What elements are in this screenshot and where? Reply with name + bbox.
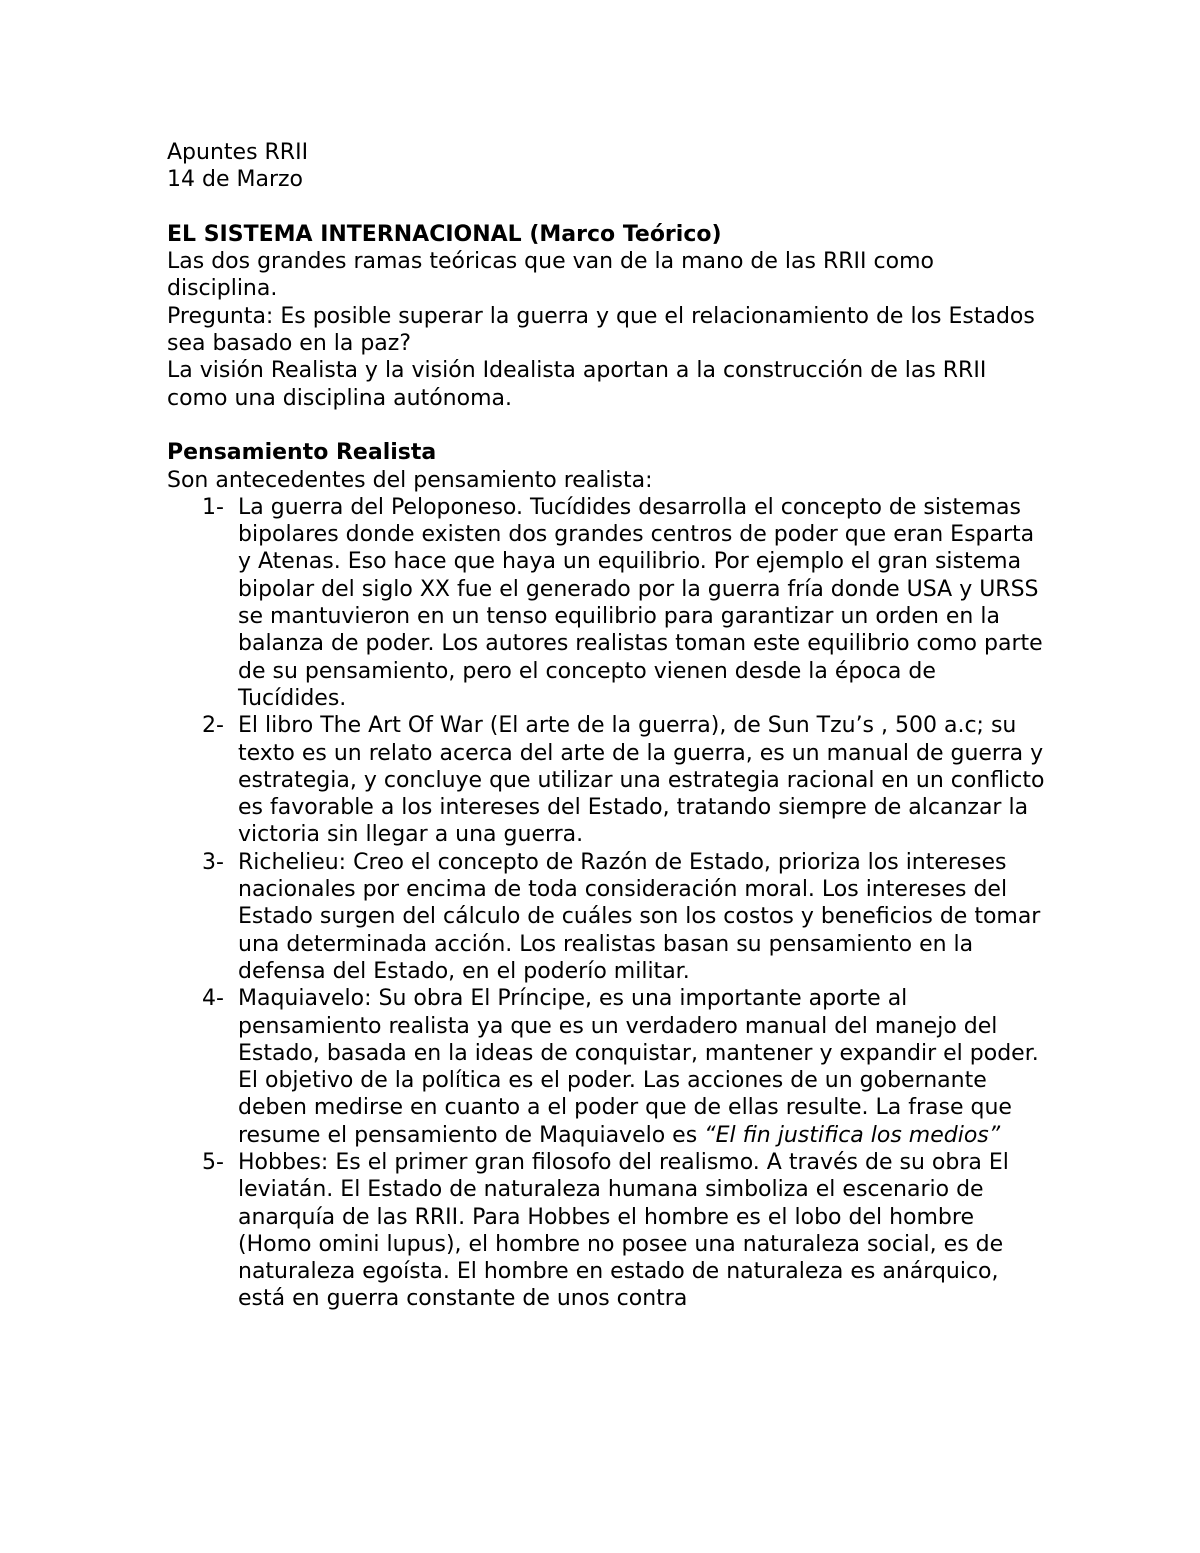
list-item-text: Hobbes: Es el primer gran filosofo del realismo. A través de su obra El leviatán. El Estado de naturaleza humana simboliza el escenario de anarquía de las RRII. Para Hobbes el hombre es el lobo del hombre (Homo omini lupus), el hombre no posee una naturaleza social, es de naturaleza egoísta. El hombre en estado de naturaleza es anárquico, está en guerra constante de unos contra: [238, 1149, 1009, 1312]
list-item: [167, 1149, 1047, 1313]
list-item-text: Richelieu: Creo el concepto de Razón de Estado, prioriza los intereses nacionales por encima de toda consideración moral. Los intereses del Estado surgen del cálculo de cuáles son los costos y beneficios de tomar una determinada acción. Los realistas basan su pensamiento en la defensa del Estado, en el poderío militar.: [238, 849, 1041, 984]
paragraph-pregunta: Pregunta: Es posible superar la guerra y que el relacionamiento de los Estados sea basado en la paz?: [167, 303, 1035, 357]
blank-line: [167, 412, 1047, 439]
list-item-quote: “El fin justifica los medios”: [704, 1122, 1001, 1148]
list-item-number: 2-: [202, 713, 224, 739]
list-item-text: El libro The Art Of War (El arte de la guerra), de Sun Tzu’s , 500 a.c; su texto es un relato acerca del arte de la guerra, es un manual de guerra y estrategia, y concluye que utilizar una estrategia racional en un conflicto es favorable a los intereses del Estado, tratando siempre de alcanzar la victoria sin llegar a una guerra.: [238, 713, 1045, 848]
list-item-text: La guerra del Peloponeso. Tucídides desarrolla el concepto de sistemas bipolares donde existen dos grandes centros de poder que eran Esparta y Atenas. Eso hace que haya un equilibrio. Por ejemplo el gran sistema bipolar del siglo XX fue el generado por la guerra fría donde USA y URSS se mantuvieron en un tenso equilibrio para garantizar un orden en la balanza de poder. Los autores realistas toman este equilibrio como parte de su pensamiento, pero el concepto vienen desde la época de Tucídides.: [238, 494, 1043, 711]
list-item: [167, 985, 1047, 1149]
blank-line: [167, 194, 1047, 221]
section-heading-pensamiento-realista: Pensamiento Realista: [167, 440, 437, 466]
list-item-number: 3-: [202, 849, 224, 875]
paragraph-vision-realista-idealista: La visión Realista y la visión Idealista aportan a la construcción de las RRII como una disciplina autónoma.: [167, 358, 987, 411]
paragraph-ramas-teoricas: Las dos grandes ramas teóricas que van de la mano de las RRII como disciplina.: [167, 249, 934, 302]
section-heading-sistema-internacional: EL SISTEMA INTERNACIONAL (Marco Teórico): [167, 221, 722, 247]
list-item: [167, 712, 1047, 848]
list-item-number: 1-: [202, 494, 224, 520]
document-title: Apuntes RRII: [167, 140, 309, 165]
list-item: [167, 849, 1047, 985]
paragraph-antecedentes-intro: Son antecedentes del pensamiento realista:: [167, 467, 653, 493]
document-body: [167, 139, 1047, 1313]
document-date: 14 de Marzo: [167, 167, 303, 193]
list-item: [167, 494, 1047, 712]
antecedentes-list: [167, 494, 1047, 1313]
list-item-number: 5-: [202, 1149, 224, 1175]
list-item-text: Maquiavelo: Su obra El Príncipe, es una importante aporte al pensamiento realista ya que es un verdadero manual del manejo del Estado, basada en la ideas de conquistar, mantener y expandir el poder. El objetivo de la política es el poder. Las acciones de un gobernante deben medirse en cuanto a el poder que de ellas resulte. La frase que resume el pensamiento de Maquiavelo es: [238, 986, 1039, 1148]
list-item-number: 4-: [202, 986, 224, 1012]
